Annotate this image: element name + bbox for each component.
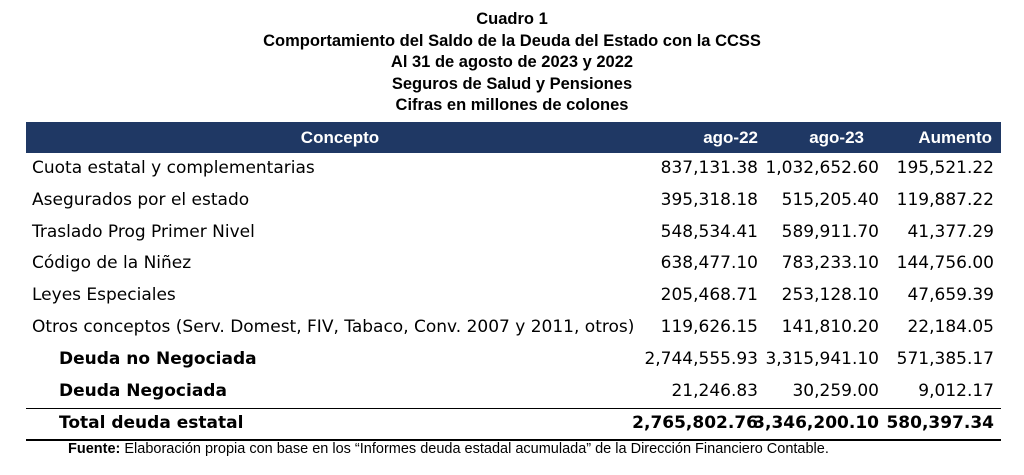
source-label: Fuente:: [68, 441, 121, 457]
header-ago22: ago-22: [703, 128, 758, 147]
caption-number: Cuadro 1: [476, 10, 548, 28]
source-note: [68, 441, 829, 457]
row-ago23: 515,205.40: [781, 189, 879, 210]
table-row: [26, 217, 1001, 249]
row-ago23: 783,233.10: [781, 253, 879, 274]
row-ago22: 395,318.18: [660, 189, 758, 210]
row-ago22: 548,534.41: [660, 221, 758, 242]
row-concepto: Asegurados por el estado: [32, 189, 250, 210]
row-aumento: 41,377.29: [907, 221, 994, 242]
row-concepto: Traslado Prog Primer Nivel: [32, 221, 255, 242]
caption-scope: Seguros de Salud y Pensiones: [391, 74, 633, 93]
row-concepto: Leyes Especiales: [32, 285, 176, 306]
row-aumento: 119,887.22: [896, 189, 994, 210]
total-row: [26, 408, 1001, 440]
row-ago22: 119,626.15: [660, 316, 758, 337]
row-aumento: 195,521.22: [896, 158, 994, 178]
header-concepto: Concepto: [300, 128, 380, 147]
table-header: [26, 122, 1001, 153]
row-ago22: 837,131.38: [660, 158, 758, 178]
row-ago22: 205,468.71: [660, 285, 758, 306]
row-aumento: 571,385.17: [896, 348, 994, 369]
debt-table: [26, 122, 1001, 433]
row-ago23: 141,810.20: [781, 316, 879, 337]
subtotal-row: [26, 376, 1001, 408]
table-row: [26, 280, 1001, 312]
row-ago23: 3,315,941.10: [765, 348, 879, 369]
row-concepto: Deuda no Negociada: [59, 348, 257, 369]
row-concepto: Cuota estatal y complementarias: [32, 158, 315, 178]
caption-date: Al 31 de agosto de 2023 y 2022: [390, 53, 634, 71]
row-aumento: 144,756.00: [896, 253, 994, 274]
row-aumento: 47,659.39: [907, 285, 994, 306]
row-ago23: 589,911.70: [781, 221, 879, 242]
caption-units: Cifras en millones de colones: [395, 96, 629, 114]
header-ago23: ago-23: [809, 128, 864, 147]
row-concepto: Otros conceptos (Serv. Domest, FIV, Tabaco, Conv. 2007 y 2011, otros): [32, 316, 635, 337]
source-text: Elaboración propia con base en los “Informes deuda estadal acumulada” de la Dirección Financiero Contable.: [120, 441, 829, 457]
total-ago22: 2,765,802.76: [632, 413, 758, 433]
row-aumento: 22,184.05: [907, 316, 994, 337]
row-aumento: 9,012.17: [918, 380, 994, 401]
total-aumento: 580,397.34: [886, 413, 994, 433]
row-ago23: 1,032,652.60: [765, 158, 879, 178]
row-ago22: 2,744,555.93: [644, 348, 758, 369]
table-row: [26, 312, 1001, 344]
table-caption: [0, 9, 1024, 117]
row-ago22: 638,477.10: [660, 253, 758, 274]
row-concepto: Deuda Negociada: [59, 380, 227, 401]
row-concepto: Código de la Niñez: [32, 253, 192, 274]
total-concepto: Total deuda estatal: [59, 413, 244, 433]
subtotal-row: [26, 344, 1001, 376]
total-ago23: 3,346,200.10: [753, 413, 879, 433]
table-row: [26, 153, 1001, 185]
row-ago23: 253,128.10: [781, 285, 879, 306]
caption-title: Comportamiento del Saldo de la Deuda del Estado con la CCSS: [263, 31, 761, 50]
row-ago23: 30,259.00: [792, 380, 879, 401]
row-ago22: 21,246.83: [671, 380, 758, 401]
table-row: [26, 185, 1001, 217]
header-aumento: Aumento: [918, 128, 992, 147]
table-row: [26, 248, 1001, 280]
